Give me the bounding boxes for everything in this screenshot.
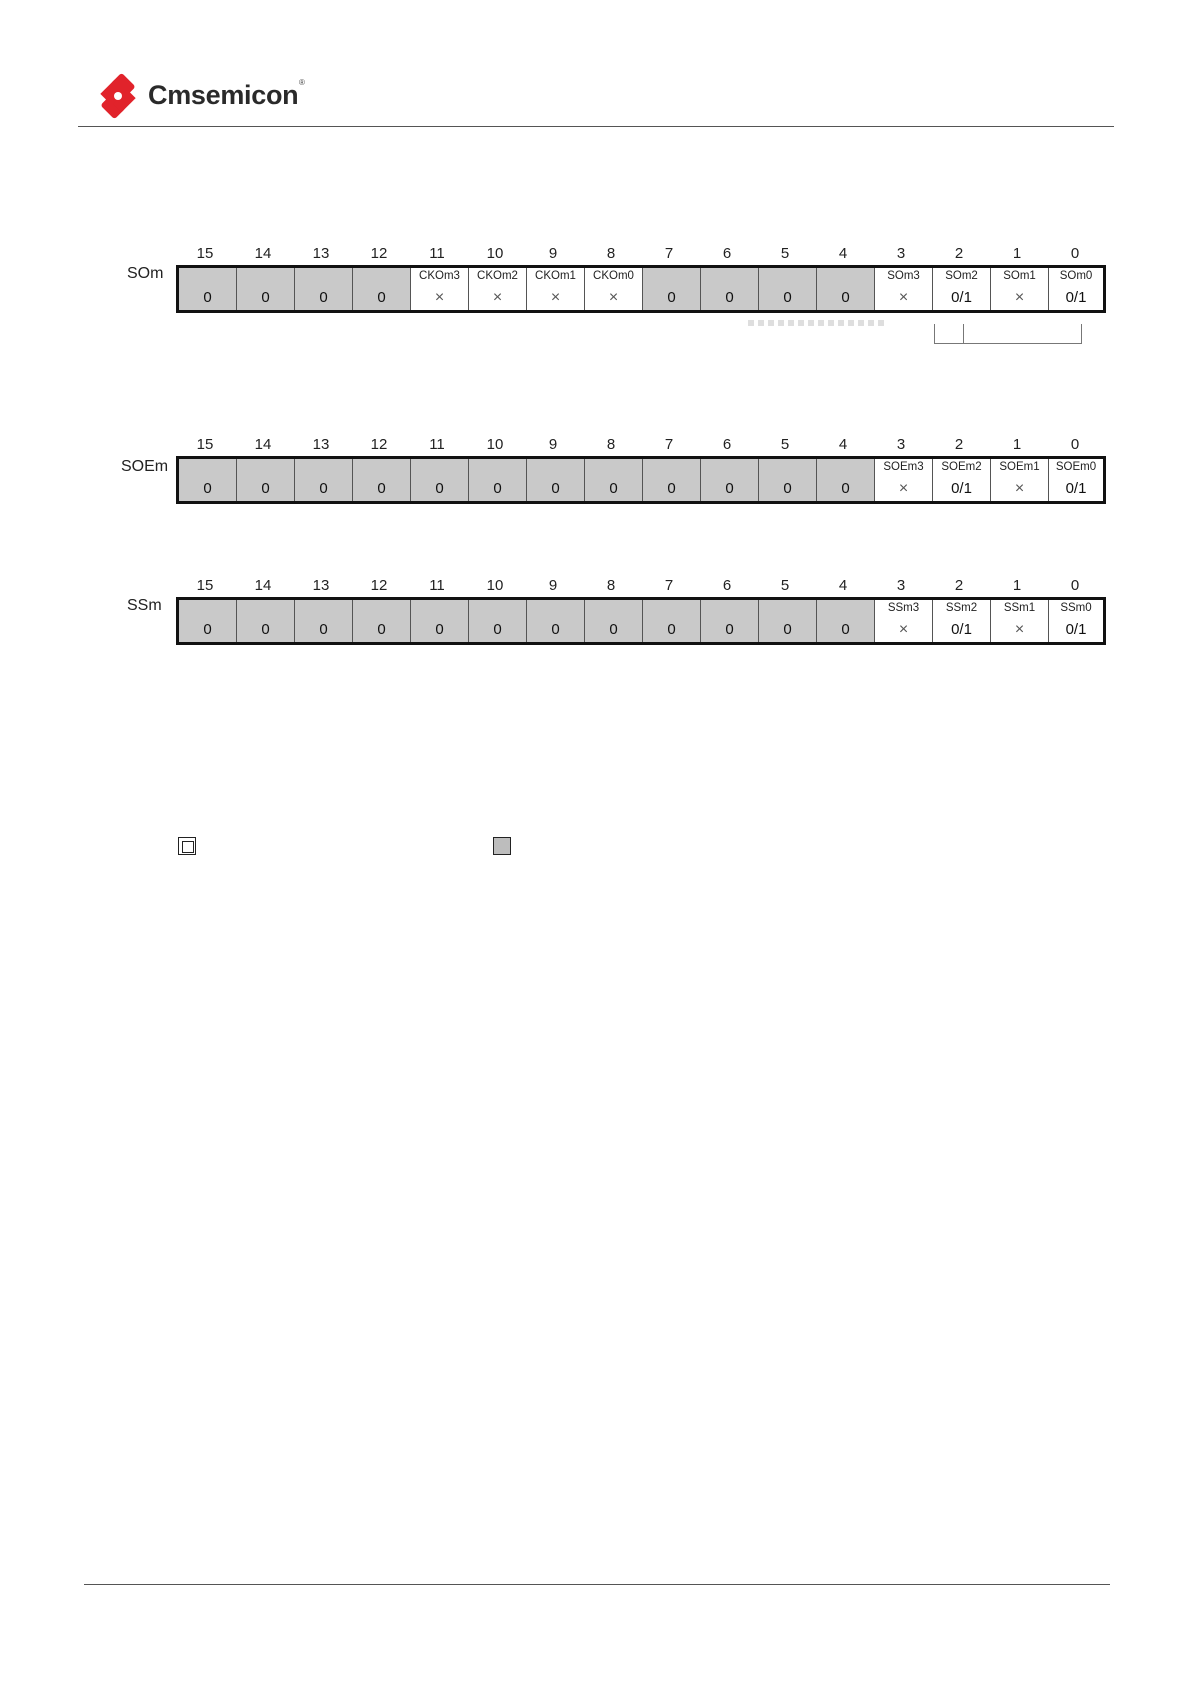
bit-cell xyxy=(527,268,585,310)
bit-number: 10 xyxy=(486,577,504,594)
bit-number: 1 xyxy=(1012,436,1022,453)
bit-field-name: SOm2 xyxy=(945,270,978,282)
bit-field-name: SOm0 xyxy=(1059,270,1093,282)
bit-cell xyxy=(353,600,411,642)
bit-number: 9 xyxy=(548,577,558,594)
bit-cell xyxy=(991,459,1049,501)
bit-value-dontcare: × xyxy=(608,289,619,306)
bit-value: 0 xyxy=(261,621,270,638)
bit-number: 0 xyxy=(1070,577,1080,594)
bit-number: 12 xyxy=(370,436,388,453)
bit-cell xyxy=(817,459,875,501)
bit-number: 0 xyxy=(1070,245,1080,262)
bit-field-name: SOEm3 xyxy=(883,461,924,473)
bit-cell xyxy=(701,600,759,642)
bit-cell xyxy=(179,268,237,310)
som-bracket xyxy=(934,324,1082,344)
bit-cell xyxy=(991,600,1049,642)
bit-value: 0 xyxy=(435,621,444,638)
company-logo xyxy=(92,70,362,124)
bit-field-name: SSm1 xyxy=(1003,602,1036,614)
bit-number: 1 xyxy=(1012,245,1022,262)
bit-cell xyxy=(933,600,991,642)
bit-number: 4 xyxy=(838,436,848,453)
bit-field-name: SOEm2 xyxy=(941,461,982,473)
bit-cell xyxy=(933,459,991,501)
bit-value-dontcare: × xyxy=(1014,621,1025,638)
bit-value: 0 xyxy=(261,480,270,497)
bit-field-name: SSm0 xyxy=(1060,602,1092,614)
bit-number: 6 xyxy=(722,577,732,594)
bit-number: 8 xyxy=(606,245,616,262)
bit-field-name: SOm1 xyxy=(1003,270,1036,282)
bit-number: 3 xyxy=(896,245,906,262)
bit-number: 6 xyxy=(722,436,732,453)
bit-number: 14 xyxy=(254,577,272,594)
bit-value: 0 xyxy=(319,289,328,306)
bit-value: 0 xyxy=(783,289,792,306)
bit-number: 5 xyxy=(780,436,790,453)
bit-value-dontcare: × xyxy=(492,289,503,306)
bit-number: 2 xyxy=(954,436,964,453)
bit-number: 1 xyxy=(1012,577,1022,594)
header-divider xyxy=(78,126,1114,127)
bit-cell xyxy=(1049,268,1103,310)
bit-value: 0 xyxy=(377,480,386,497)
bit-cell xyxy=(759,268,817,310)
bit-cell xyxy=(295,459,353,501)
registered-mark: ® xyxy=(299,78,305,87)
bit-value: 0 xyxy=(609,621,618,638)
bit-number: 12 xyxy=(370,245,388,262)
bit-number: 5 xyxy=(780,245,790,262)
bit-cell xyxy=(527,600,585,642)
bit-number: 11 xyxy=(429,436,445,453)
register-bit-table xyxy=(176,456,1106,504)
bit-cell xyxy=(527,459,585,501)
bit-value: 0 xyxy=(783,621,792,638)
bit-number: 14 xyxy=(254,436,272,453)
bit-number: 8 xyxy=(606,436,616,453)
bit-cell xyxy=(295,600,353,642)
bit-value: 0 xyxy=(203,480,212,497)
bit-value-dontcare: × xyxy=(1014,289,1025,306)
bit-value: 0 xyxy=(841,480,850,497)
bit-number: 3 xyxy=(896,577,906,594)
bit-value: 0/1 xyxy=(1065,480,1087,497)
bit-value: 0/1 xyxy=(1065,621,1087,638)
bit-number: 10 xyxy=(486,436,504,453)
bit-value: 0 xyxy=(435,480,444,497)
register-name: SOEm xyxy=(121,458,169,475)
bit-cell xyxy=(643,459,701,501)
bit-value: 0 xyxy=(493,480,502,497)
bit-cell xyxy=(585,268,643,310)
bit-number: 13 xyxy=(312,245,330,262)
bit-cell xyxy=(759,459,817,501)
faint-annotation xyxy=(748,320,888,326)
bit-cell xyxy=(817,600,875,642)
bit-cell xyxy=(237,600,295,642)
bit-number: 14 xyxy=(254,245,272,262)
bit-value-dontcare: × xyxy=(898,480,909,497)
bit-number: 4 xyxy=(838,245,848,262)
bit-number: 9 xyxy=(548,245,558,262)
bit-field-name: SSm2 xyxy=(945,602,978,614)
bit-value-dontcare: × xyxy=(898,289,909,306)
bit-number: 13 xyxy=(312,577,330,594)
bit-field-name: CKOm0 xyxy=(593,270,634,282)
bit-value: 0 xyxy=(841,621,850,638)
bit-value: 0 xyxy=(725,480,734,497)
bit-value: 0 xyxy=(667,289,676,306)
bit-number: 0 xyxy=(1070,436,1080,453)
register-name: SSm xyxy=(127,597,162,614)
bit-number: 7 xyxy=(664,577,674,594)
bit-number: 15 xyxy=(196,245,214,262)
bit-cell xyxy=(643,600,701,642)
bit-value: 0 xyxy=(203,621,212,638)
bit-cell xyxy=(295,268,353,310)
bit-field-name: SOm3 xyxy=(887,270,920,282)
bit-value: 0 xyxy=(551,480,560,497)
bit-field-name: CKOm2 xyxy=(477,270,518,282)
bit-value: 0 xyxy=(203,289,212,306)
bit-number: 10 xyxy=(486,245,504,262)
bit-cell xyxy=(875,600,933,642)
bit-cell xyxy=(991,268,1049,310)
footer-divider xyxy=(84,1584,1110,1585)
legend-empty-box-icon xyxy=(178,837,196,855)
register-bit-table xyxy=(176,265,1106,313)
bit-value: 0/1 xyxy=(951,289,972,306)
bit-value: 0 xyxy=(493,621,502,638)
bit-number: 15 xyxy=(196,436,214,453)
bit-cell xyxy=(817,268,875,310)
bit-value-dontcare: × xyxy=(1014,480,1025,497)
bit-cell xyxy=(701,268,759,310)
bit-cell xyxy=(179,459,237,501)
bit-number: 9 xyxy=(548,436,558,453)
bit-cell xyxy=(469,459,527,501)
bit-value: 0 xyxy=(725,289,734,306)
bit-number: 12 xyxy=(370,577,388,594)
bit-number: 11 xyxy=(429,577,445,594)
bit-field-name: SSm3 xyxy=(887,602,920,614)
bit-value: 0 xyxy=(667,480,676,497)
bit-cell xyxy=(353,268,411,310)
bit-cell xyxy=(469,268,527,310)
register-bit-table xyxy=(176,597,1106,645)
bit-value: 0/1 xyxy=(1065,289,1087,306)
bit-value: 0 xyxy=(609,480,618,497)
bit-number: 2 xyxy=(954,245,964,262)
bit-cell xyxy=(1049,600,1103,642)
bit-value: 0/1 xyxy=(951,621,972,638)
bit-number: 4 xyxy=(838,577,848,594)
bit-field-name: CKOm3 xyxy=(419,270,460,282)
bit-value: 0 xyxy=(377,621,386,638)
bit-value: 0 xyxy=(319,621,328,638)
bit-cell xyxy=(701,459,759,501)
bit-value: 0 xyxy=(667,621,676,638)
bit-number: 15 xyxy=(196,577,214,594)
bit-number: 3 xyxy=(896,436,906,453)
bit-value: 0 xyxy=(841,289,850,306)
bit-value: 0 xyxy=(377,289,386,306)
bit-cell xyxy=(585,600,643,642)
bit-value-dontcare: × xyxy=(434,289,445,306)
bit-cell xyxy=(875,268,933,310)
bit-cell xyxy=(759,600,817,642)
bit-number: 5 xyxy=(780,577,790,594)
bit-value: 0 xyxy=(783,480,792,497)
bit-number: 8 xyxy=(606,577,616,594)
register-name: SOm xyxy=(127,265,164,282)
bit-value-dontcare: × xyxy=(550,289,561,306)
bit-cell xyxy=(411,268,469,310)
bit-value: 0 xyxy=(551,621,560,638)
bit-number: 13 xyxy=(312,436,330,453)
bit-cell xyxy=(933,268,991,310)
bit-cell xyxy=(353,459,411,501)
bit-cell xyxy=(411,600,469,642)
bit-value: 0 xyxy=(261,289,270,306)
bit-number: 11 xyxy=(429,245,445,262)
bit-cell xyxy=(237,459,295,501)
bit-value: 0 xyxy=(319,480,328,497)
bit-cell xyxy=(585,459,643,501)
bit-cell xyxy=(179,600,237,642)
legend-gray-box-icon xyxy=(493,837,511,855)
som-bracket-stem xyxy=(963,324,964,343)
bit-number: 2 xyxy=(954,577,964,594)
bit-cell xyxy=(411,459,469,501)
bit-cell xyxy=(875,459,933,501)
bit-cell xyxy=(469,600,527,642)
bit-cell xyxy=(237,268,295,310)
bit-field-name: SOEm1 xyxy=(999,461,1040,473)
bit-number: 6 xyxy=(722,245,732,262)
brand-name: Cmsemicon xyxy=(148,80,299,110)
bit-cell xyxy=(1049,459,1103,501)
bit-number: 7 xyxy=(664,436,674,453)
bit-value: 0 xyxy=(725,621,734,638)
bit-field-name: SOEm0 xyxy=(1055,461,1097,473)
bit-number: 7 xyxy=(664,245,674,262)
bit-value: 0/1 xyxy=(951,480,972,497)
bit-cell xyxy=(643,268,701,310)
bit-value-dontcare: × xyxy=(898,621,909,638)
cmsemicon-logo-icon xyxy=(92,70,144,122)
bit-field-name: CKOm1 xyxy=(535,270,576,282)
